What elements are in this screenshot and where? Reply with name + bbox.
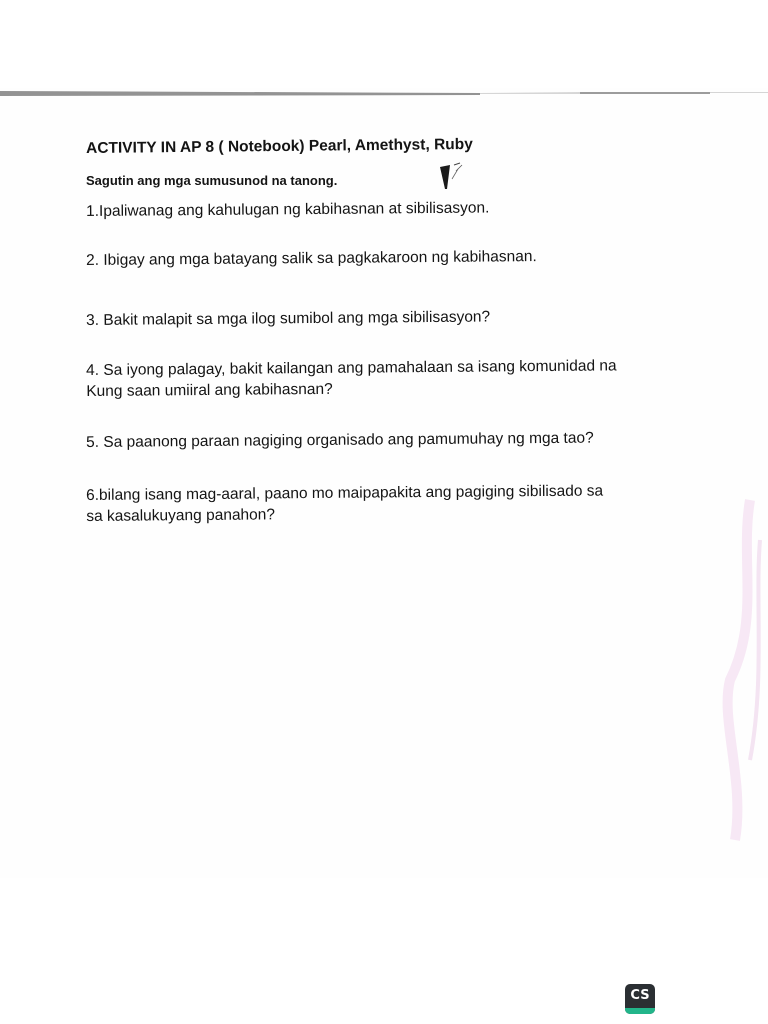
question-4-line-1: 4. Sa iyong palagay, bakit kailangan ang pamahalaan sa isang komunidad na	[86, 357, 617, 379]
question-6-line-1: 6.bilang isang mag-aaral, paano mo maipapakita ang pagiging sibilisado sa	[86, 482, 604, 504]
question-6-line-2: sa kasalukuyang panahon?	[86, 506, 276, 525]
question-5-line-1: 5. Sa paanong paraan nagiging organisado ang pamumuhay ng mga tao?	[86, 429, 594, 451]
question-1	[86, 197, 489, 222]
scan-edge-shadow	[0, 88, 768, 98]
pen-mark-icon	[438, 161, 468, 195]
question-3	[86, 306, 490, 331]
camscanner-logo-text: CS	[630, 988, 650, 1003]
question-2	[86, 246, 537, 271]
worksheet-instruction: Sagutin ang mga sumusunod na tanong.	[86, 173, 338, 188]
question-2-line-1: 2. Ibigay ang mga batayang salik sa pagkakaroon ng kabihasnan.	[86, 248, 537, 269]
question-4-line-2: Kung saan umiiral ang kabihasnan?	[86, 380, 333, 400]
question-1-line-1: 1.Ipaliwanag ang kahulugan ng kabihasnan at sibilisasyon.	[86, 199, 490, 220]
question-4	[86, 355, 617, 402]
question-5	[86, 428, 594, 453]
question-6	[86, 480, 603, 527]
scan-smudge	[690, 480, 768, 880]
worksheet-title: ACTIVITY IN AP 8 ( Notebook) Pearl, Amethyst, Ruby	[86, 135, 473, 157]
camscanner-logo-stripe	[625, 1008, 655, 1014]
question-3-line-1: 3. Bakit malapit sa mga ilog sumibol ang mga sibilisasyon?	[86, 308, 491, 329]
camscanner-logo-icon	[625, 984, 655, 1014]
